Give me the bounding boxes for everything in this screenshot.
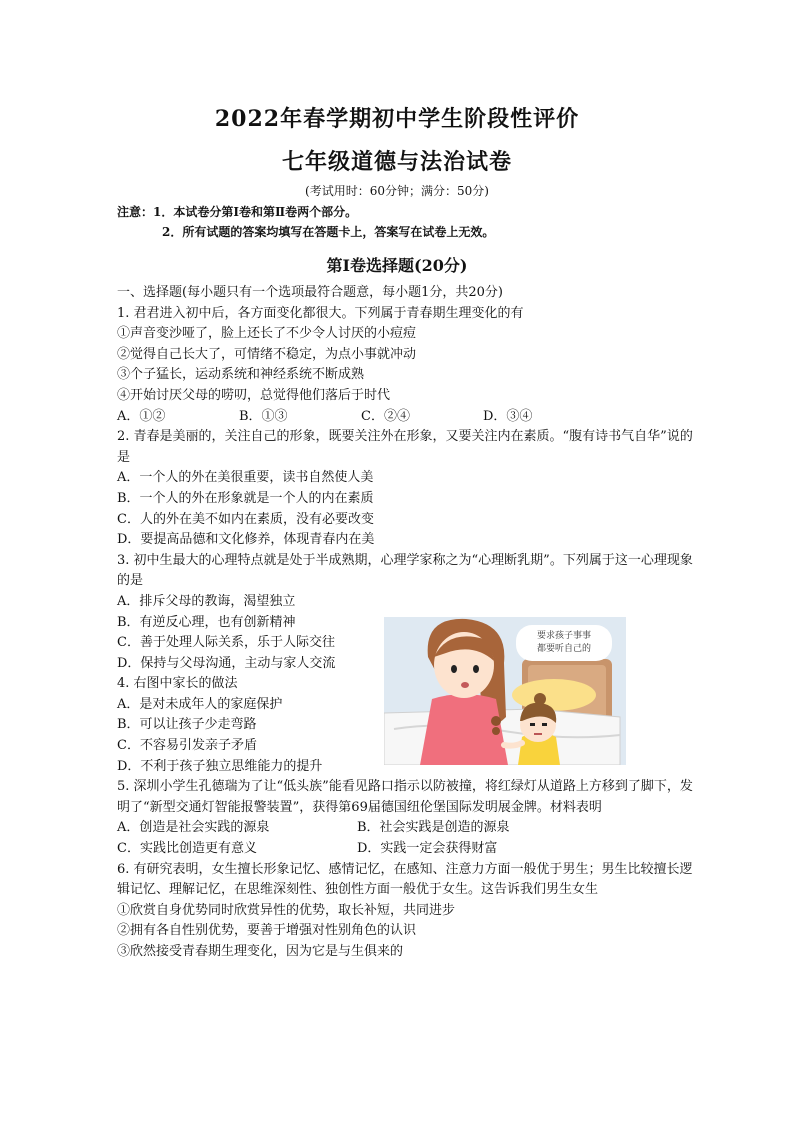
question-3-stem: 3. 初中生最大的心理特点就是处于半成熟期，心理学家称之为“心理断乳期”。下列属于这一心理现象的是 [117, 552, 693, 589]
question-1-stem: 1. 君君进入初中后，各方面变化都很大。下列属于青春期生理变化的有 [117, 305, 524, 321]
option-b: B．有逆反心理，也有创新精神 [117, 614, 296, 630]
option-b: B．一个人的外在形象就是一个人的内在素质 [117, 490, 374, 506]
mother-braid [491, 716, 501, 726]
option-c: C．不容易引发亲子矛盾 [117, 738, 257, 754]
pillow [512, 679, 596, 711]
question-6-item: ②拥有各自性别优势，要善于增强对性别角色的认识 [117, 923, 417, 939]
option-b: B．①③ [239, 408, 288, 424]
exam-subtitle: 七年级道德与法治试卷 [281, 149, 512, 175]
option-c: C．实践比创造更有意义 [117, 841, 257, 857]
option-d: D．不利于孩子独立思维能力的提升 [117, 758, 323, 774]
question-1-item: ③个子猛长，运动系统和神经系统不断成熟 [117, 367, 365, 383]
question-6-item: ③欣然接受青春期生理变化，因为它是与生俱来的 [117, 944, 404, 959]
notice-line-1: 注意：1．本试卷分第Ⅰ卷和第Ⅱ卷两个部分。 [117, 205, 358, 219]
option-d: D．保持与父母沟通，主动与家人交流 [117, 655, 336, 671]
option-c: C．人的外在美不如内在素质，没有必要改变 [117, 511, 374, 527]
holding-hands [504, 743, 522, 746]
option-c: C．善于处理人际关系，乐于人际交往 [117, 635, 335, 651]
option-a: A．一个人的外在美很重要，读书自然使人美 [117, 470, 374, 486]
option-d: D．③④ [483, 408, 533, 424]
question-6-item: ①欣赏自身优势同时欣赏异性的优势，取长补短，共同进步 [117, 902, 456, 918]
mother-right-eye [473, 665, 479, 673]
option-a: A．排斥父母的教诲，渴望独立 [117, 593, 296, 609]
option-b: B．可以让孩子少走弯路 [117, 717, 257, 733]
mother-mouth [461, 682, 469, 688]
question-4-stem: 4. 右图中家长的做法 [117, 676, 238, 692]
mother-left-eye [451, 665, 457, 673]
question-1-options [117, 407, 697, 428]
question-5-stem: 5. 深圳小学生孔德瑞为了让“低头族”能看见路口指示以防被撞，将红绿灯从道路上方移到了脚下，发明了“新型交通灯智能报警装置”，获得第69届德国纽伦堡国际发明展金牌。材料表明 [117, 779, 693, 815]
child-hair-bun [534, 693, 546, 705]
question-5-options-row-2 [117, 839, 697, 860]
child-right-eye [542, 723, 547, 726]
exam-time-score: (考试用时：60分钟；满分：50分) [305, 184, 489, 198]
option-a: A．是对未成年人的家庭保护 [117, 696, 283, 712]
option-a: A．创造是社会实践的源泉 [117, 820, 270, 836]
option-b: B．社会实践是创造的源泉 [357, 820, 510, 836]
question-2-stem: 2. 青春是美丽的，关注自己的形象，既要关注外在形象，又要关注内在素质。“腹有诗书气自华”说的是 [117, 429, 693, 465]
child-left-eye [530, 723, 535, 726]
notice-line-2: 2．所有试题的答案均填写在答题卡上，答案写在试卷上无效。 [162, 225, 495, 239]
section-title: 第Ⅰ卷选择题(20分) [326, 256, 468, 275]
question-6-stem: 6. 有研究表明，女生擅长形象记忆、感情记忆，在感知、注意力方面一般优于男生；男生比较擅长逻辑记忆、理解记忆，在思维深刻性、独创性方面一般优于女生。这告诉我们男生女生 [117, 861, 693, 898]
exam-title: 2022年春学期初中学生阶段性评价 [214, 106, 580, 132]
option-c: C．②④ [361, 408, 410, 424]
question-1-item: ①声音变沙哑了，脸上还长了不少令人讨厌的小痘痘 [117, 326, 417, 342]
question-1-item: ④开始讨厌父母的唠叨，总觉得他们落后于时代 [117, 387, 391, 403]
speech-bubble [516, 625, 612, 661]
option-a: A．①② [117, 408, 166, 424]
mother-braid [492, 727, 500, 735]
speech-bubble-line-1: 要求孩子事事 [536, 631, 591, 641]
section-instruction: 一、选择题(每小题只有一个选项最符合题意，每小题1分，共20分) [117, 285, 503, 300]
question-1-item: ②觉得自己长大了，可情绪不稳定，为点小事就冲动 [117, 346, 417, 362]
option-d: D．实践一定会获得财富 [357, 841, 498, 857]
question-5-options-row-1 [117, 818, 697, 839]
speech-bubble-line-2: 都要听自己的 [536, 644, 591, 654]
parent-child-illustration [384, 617, 626, 765]
option-d: D．要提高品德和文化修养，体现青春内在美 [117, 532, 375, 548]
